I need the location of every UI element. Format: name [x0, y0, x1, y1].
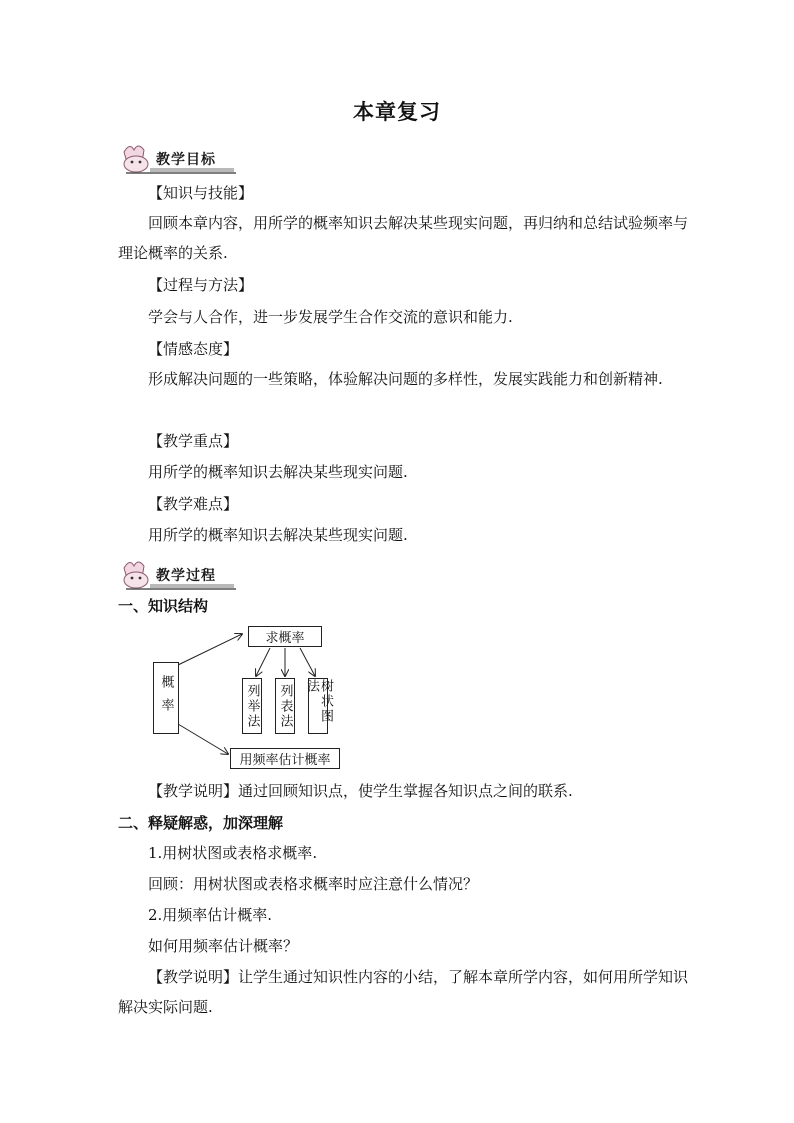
part-title-structure: 一、知识结构	[118, 597, 209, 615]
review-line: 如何用频率估计概率？	[148, 937, 299, 955]
diagram-root-label: 概率	[158, 675, 174, 721]
page-title: 本章复习	[353, 100, 441, 124]
objective-heading: 【教学重点】	[148, 432, 239, 450]
diagram-method-box	[242, 678, 262, 734]
diagram-bottom-label: 用频率估计概率	[239, 753, 331, 768]
objective-heading: 【过程与方法】	[148, 276, 254, 294]
review-line: 回顾：用树状图或表格求概率时应注意什么情况？	[148, 875, 479, 893]
objective-text: 用所学的概率知识去解决某些现实问题.	[148, 526, 408, 544]
objective-heading: 【知识与技能】	[148, 184, 254, 202]
diagram-bottom-box	[230, 748, 340, 769]
diagram-method-box	[275, 678, 295, 734]
diagram-method-label: 列表法	[277, 683, 293, 729]
diagram-top-label: 求概率	[265, 631, 305, 646]
diagram-method-label: 树状图法	[304, 679, 333, 724]
section-banner-process	[116, 556, 240, 592]
objective-text: 学会与人合作，进一步发展学生合作交流的意识和能力.	[148, 308, 513, 326]
diagram-top-box	[248, 626, 322, 647]
review-line: 1.用树状图或表格求概率.	[148, 844, 318, 862]
part-title-understanding: 二、释疑解惑，加深理解	[118, 814, 284, 832]
banner-label: 教学过程	[156, 568, 216, 584]
objective-text: 用所学的概率知识去解决某些现实问题.	[148, 463, 408, 481]
teaching-note: 【教学说明】通过回顾知识点，使学生掌握各知识点之间的联系.	[148, 782, 573, 800]
banner-label: 教学目标	[156, 152, 216, 168]
objective-text: 形成解决问题的一些策略，体验解决问题的多样性，发展实践能力和创新精神.	[148, 370, 663, 388]
knowledge-structure-diagram	[140, 620, 380, 770]
objective-heading: 【教学难点】	[148, 495, 239, 513]
review-line: 2.用频率估计概率.	[148, 906, 273, 924]
objective-text: 回顾本章内容，用所学的概率知识去解决某些现实问题，再归纳和总结试验频率与理论概率的关系.	[118, 214, 689, 262]
objective-heading: 【情感态度】	[148, 340, 239, 358]
teaching-note: 【教学说明】让学生通过知识性内容的小结，了解本章所学内容，如何用所学知识解决实际问题.	[118, 968, 689, 1016]
section-banner-objectives	[116, 140, 240, 176]
diagram-method-label: 列举法	[244, 683, 260, 729]
diagram-root-box	[153, 662, 179, 734]
diagram-method-box	[304, 678, 333, 734]
